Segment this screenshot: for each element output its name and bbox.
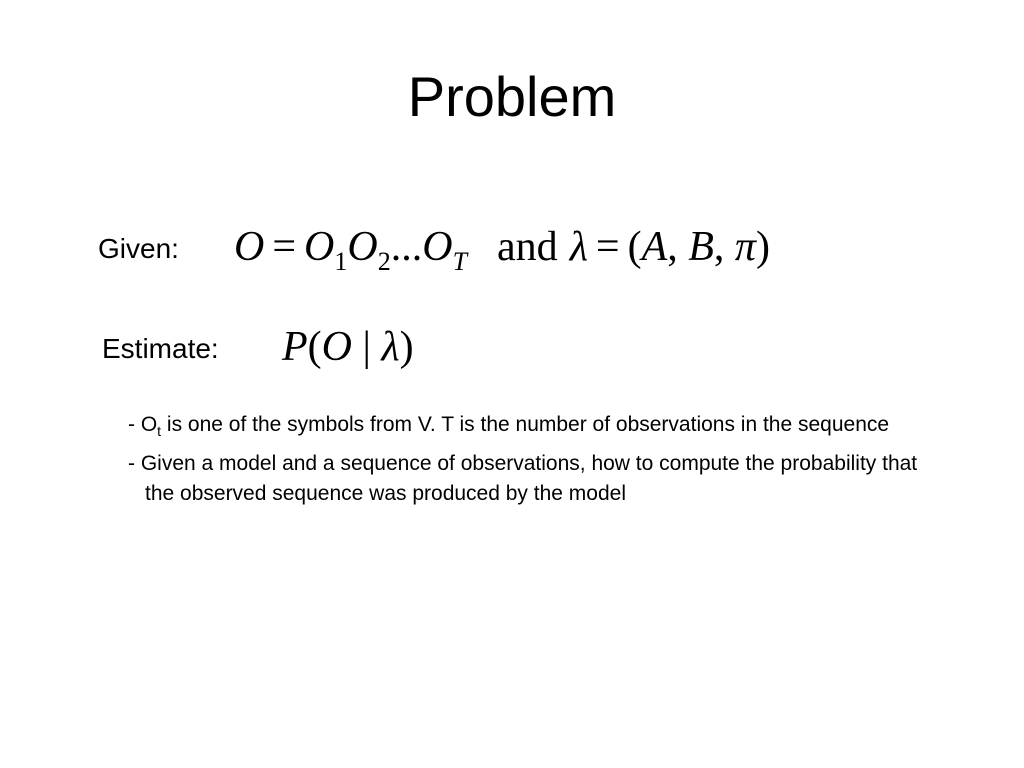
eq-symbol-o: O [234, 224, 265, 270]
eq-comma-2: , [713, 224, 725, 270]
given-label: Given: [98, 233, 179, 264]
eq-paren-open: ( [627, 224, 642, 270]
eq-given-bar: | [362, 324, 371, 370]
bullet-subscript: t [157, 423, 162, 439]
bullet-text: - Given a model and a sequence of observations, how to compute the probability that the observed sequence was produced by the model [128, 452, 918, 505]
slide-title: Problem [407, 65, 617, 128]
eq-paren-close: ) [399, 324, 414, 370]
eq-and-word: and [497, 224, 558, 270]
eq-subscript-2: 2 [377, 247, 391, 276]
estimate-label: Estimate: [102, 333, 219, 364]
eq-subscript-1: 1 [334, 247, 348, 276]
eq-subscript-t: T [452, 247, 468, 276]
eq-equals: = [272, 224, 297, 270]
eq-symbol-a: A [641, 224, 668, 270]
given-equation [234, 222, 770, 277]
bullet-list [128, 410, 948, 517]
eq-comma-1: , [667, 224, 678, 270]
bullet-text: is one of the symbols from V. T is the number of observations in the sequence [161, 413, 890, 436]
eq-paren-open: ( [307, 324, 322, 370]
eq-paren-close: ) [755, 224, 770, 270]
bullet-item [128, 410, 948, 441]
eq-lambda: λ [569, 224, 588, 270]
eq-symbol-o1: O [304, 224, 335, 270]
estimate-equation [282, 322, 414, 372]
bullet-item [128, 449, 948, 509]
eq-symbol-ot: O [422, 224, 453, 270]
eq-symbol-p: P [282, 324, 308, 370]
eq-ellipsis: ... [390, 224, 423, 270]
eq-symbol-o2: O [347, 224, 378, 270]
eq-symbol-pi: π [734, 224, 756, 270]
eq-equals-2: = [595, 224, 620, 270]
eq-symbol-b: B [688, 224, 714, 270]
eq-lambda: λ [381, 324, 400, 370]
bullet-lead: - O [128, 413, 158, 436]
eq-symbol-o: O [321, 324, 352, 370]
